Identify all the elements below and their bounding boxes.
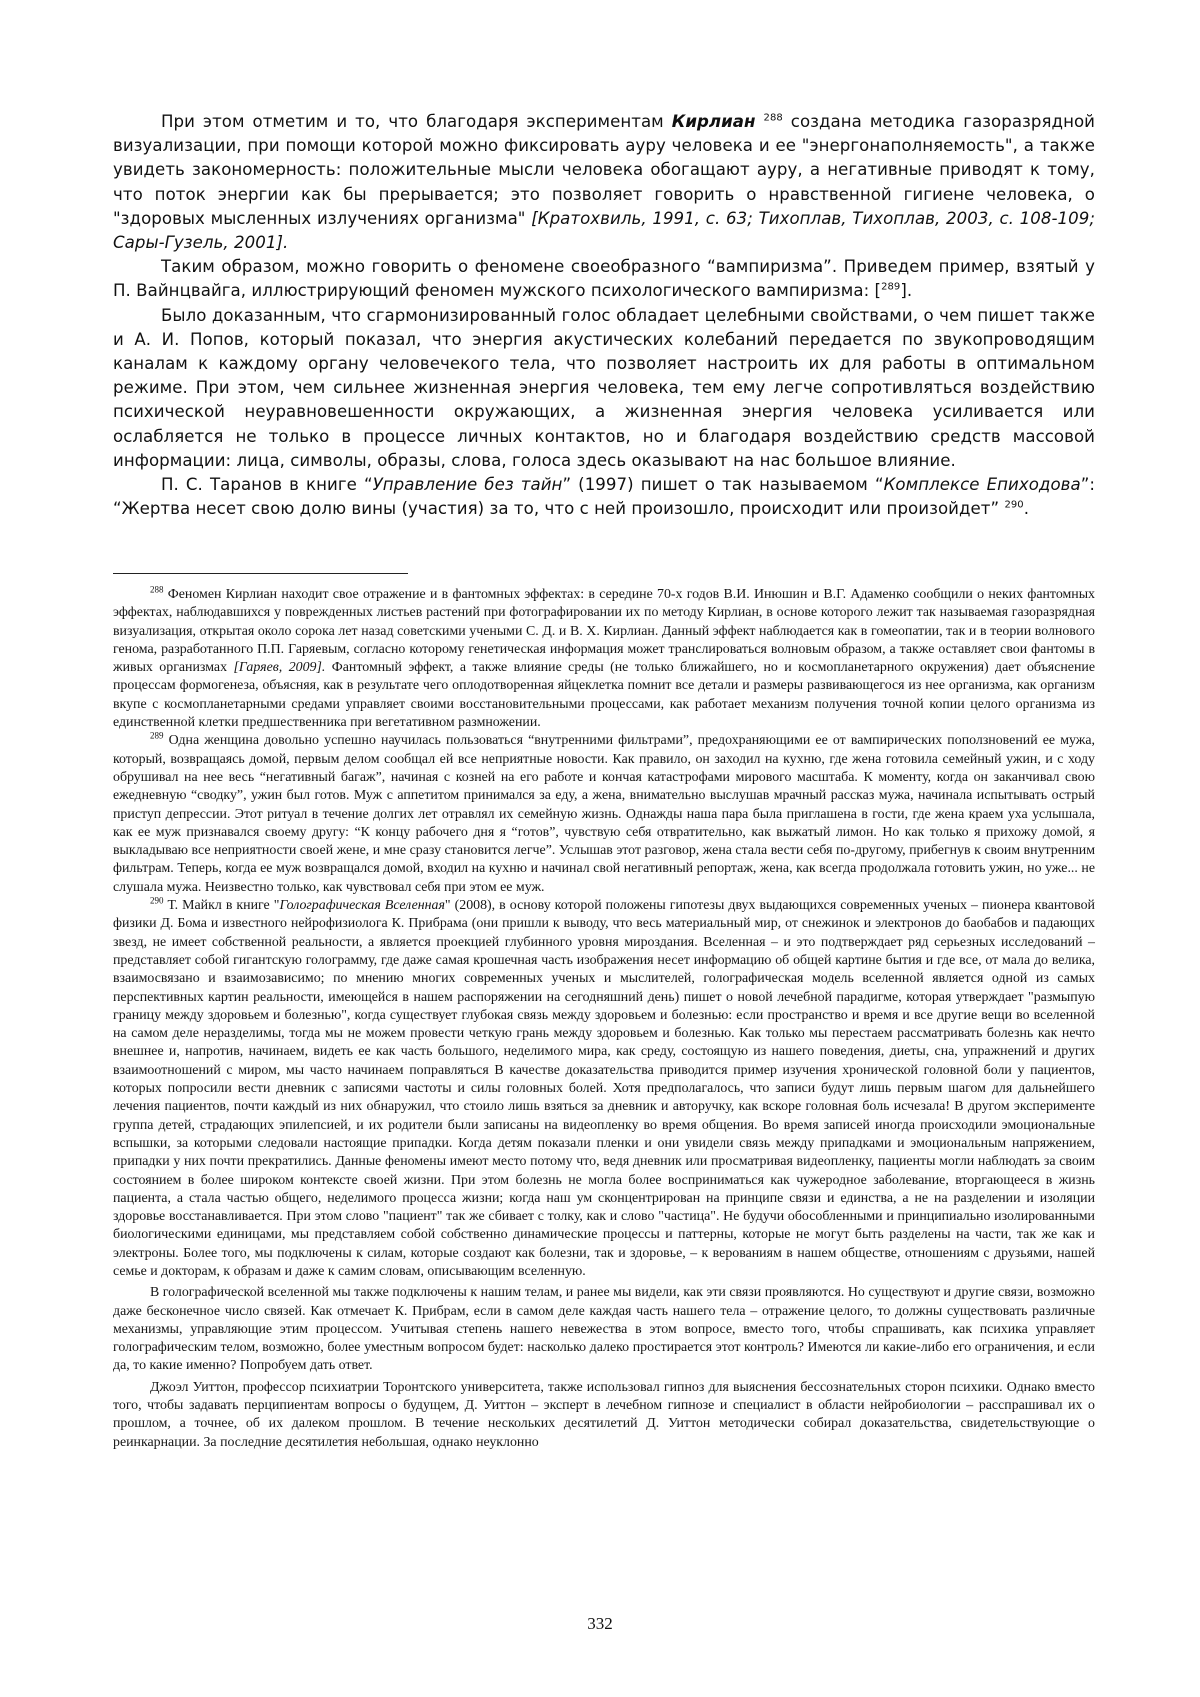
footnote-ref-290[interactable]: 290 <box>1004 499 1024 511</box>
footnote-289-text: Одна женщина довольно успешно научилась пользоваться “внутренними фильтрами”, предохраняющими ее от вампирических поползновений ее мужа, который, возвращаясь домой, первым делом сообщал ей все неприятные новости. Как правило, он заходил на кухню, где жена готовила семейный ужин, и с ходу обрушивал на нее весь “негативный багаж”, начиная с козней на его работе и кончая катастрофами мирового масштаба. К моменту, когда он заканчивал свою ежедневную “сводку”, ужин был готов. Муж с аппетитом принимался за еду, а жена, внимательно выслушав мрачный рассказ мужа, начинала испытывать острый приступ депрессии. Этот ритуал в течение долгих лет отравлял их семейную жизнь. Однажды наша пара была приглашена в гости, где жена краем уха услышала, как ее муж признавался своему другу: “К концу рабочего дня я “готов”, чувствую себя отвратительно, как выжатый лимон. Но как только я прихожу домой, я выкладываю все неприятности своей жене, и мне сразу становится легче”. Услышав этот разговор, жена стала вести себя по-другому, прибегнув к своим внутренним фильтрам. Теперь, когда ее муж возвращался домой, входил на кухню и начинал свой негативный репортаж, жена, как всегда продолжала готовить ужин, но уже... не слушала мужа. Неизвестно только, как чувствовал себя при этом ее муж. <box>113 733 1095 895</box>
paragraph-4 <box>113 473 1095 521</box>
footnote-289 <box>113 732 1095 897</box>
paragraph-2-end: ]. <box>900 281 913 301</box>
footnote-290-paragraph-2: В голографической вселенной мы также подключены к нашим телам, и ранее мы видели, как эти связи проявляются. Но существуют и другие связи, возможно даже бесконечное число связей. Как отмечает К. Прибрам, если в самом деле каждая часть нашего тела – отражение целого, то должны существовать различные механизмы, управляющие этим процессом. Учитывая степень нашего невежества в этом вопросе, вместо того, чтобы спрашивать, как психика управляет голографическим телом, возможно, более уместным вопросом будет: насколько далеко простирается этот контроль? Имеются ли какие-либо его ограничения, и если да, то какие именно? Попробуем дать ответ. <box>113 1285 1095 1374</box>
footnote-288-continuation: Фантомный эффект, а также влияние среды (не только ближайшего, но и космопланетарного окружения) дает объяснение процессам формогенеза, объясняя, как в результате чего оплодотворенная яйцеклетка помнит все детали и размеры развивающегося из нее организма, как организм вкупе с космопланетарными средами управляет своими восстановительными процессами, как работает механизм получения точной копии целого организма из единственной клетки предшественника при вегетативном размножении. <box>113 660 1095 731</box>
footnote-288-text: Феномен Кирлиан находит свое отражение и в фантомных эффектах: в середине 70-х годов В.И. Инюшин и В.Г. Адаменко сообщили о неких фантомных эффектах, наблюдавшихся у поврежденных листьев растений при фотографировании их по методу Кирлиан, в основе которого лежит так называемая газоразрядная визуализация, открытая около сорока лет назад советскими учеными С. Д. и В. Х. Кирлиан. Данный эффект наблюдается как в гомеопатии, так и в теории волнового генома, разработанного П.П. Гаряевым, согласно которому генетическая информация может транслироваться волновым образом, а также оставляет свои фантомы в живых организмах <box>113 587 1096 676</box>
paragraph-2 <box>113 255 1095 303</box>
complex-name: Комплексе Епиходова <box>883 475 1081 495</box>
page-number: 332 <box>587 1614 613 1633</box>
footnote-289-number: 289 <box>150 730 164 741</box>
paragraph-4-end: . <box>1023 499 1030 519</box>
paragraph-1 <box>113 110 1095 255</box>
footnote-288-citation: [Гаряев, 2009]. <box>233 660 326 676</box>
paragraph-1-citation: [Кратохвиль, 1991, с. 63; Тихоплав, Тихоплав, 2003, с. 108-109; Сары-Гузель, 2001]. <box>113 208 1096 253</box>
paragraph-1-continuation: создана методика газоразрядной визуализации, при помощи которой можно фиксировать ауру человека и ее "энергонаполняемость", а также увидеть закономерность: положительные мысли человека обогащают ауру, а негативные приводят к тому, что поток энергии как бы прерывается; это позволяет говорить о нравственной гигиене человека, о "здоровых мысленных излучениях организма" <box>113 112 1096 228</box>
paragraph-4-text: П. С. Таранов в книге “ <box>161 475 373 495</box>
footnote-290-text: Т. Майкл в книге " <box>167 898 280 914</box>
footnote-290-paragraph-3: Джоэл Уиттон, профессор психиатрии Торонтского университета, также использовал гипноз для выяснения бессознательных сторон психики. Однако вместо того, чтобы задавать перципиентам вопросы о будущем, Д. Уиттон – эксперт в лечебном гипнозе и специалист в области нейробиологии – расспрашивал их о прошлом, а точнее, об их далеком прошлом. В течение нескольких десятилетий Д. Уиттон методически собирал доказательства, свидетельствующие о реинкарнации. За последние десятилетия небольшая, однако неуклонно <box>113 1379 1095 1450</box>
footnote-288 <box>113 586 1095 732</box>
footnotes <box>113 586 1095 1452</box>
main-text <box>113 110 1095 521</box>
kirlian-name: Кирлиан <box>671 112 756 131</box>
paragraph-4-middle: ” (1997) пишет о так называемом “ <box>562 475 884 495</box>
paragraph-4-quote: ”: “Жертва несет свою долю вины (участия) за то, что с ней произошло, происходит или произойдет” <box>113 475 1095 519</box>
footnote-ref-288[interactable]: 288 <box>763 112 783 124</box>
footnote-290-book-title: Голографическая Вселенная <box>279 898 445 914</box>
footnote-288-number: 288 <box>150 584 164 595</box>
footnote-290-number: 290 <box>150 895 164 906</box>
footnote-290-continuation: " (2008), в основу которой положены гипотезы двух выдающихся современных ученых – пионера квантовой физики Д. Бома и известного нейрофизиолога К. Прибрама (они пришли к выводу, что весь материальный мир, от снежинок и электронов до баобабов и падающих звезд, не имеет собственной реальности, а является проекцией глубинного уровня мироздания. Вселенная – и это подтверждает ряд серьезных исследований – представляет собой гигантскую голограмму, где даже самая крошечная часть изображения несет информацию об общей картине бытия и где все, от мала до велика, взаимосвязано и взаимозависимо; по мнению многих современных ученых и мыслителей, голографическая модель вселенной является одной из самых перспективных картин реальности, имеющейся в нашем распоряжении на сегодняшний день) пишет о новой лечебной парадигме, которая утверждает "размыпую границу между здоровьем и болезнью", когда существует глубокая связь между здоровьем и болезнью: если пространство и время и все другие вещи во вселенной на самом деле неразделимы, тогда мы не можем провести четкую грань между здоровьем и болезнью. Как только мы перестаем рассматривать болезнь как нечто внешнее и, напротив, начинаем, видеть ее как часть большого, неделимого мира, как среду, состоящую из нашего поведения, диеты, сна, упражнений и других взаимоотношений с миром, мы часто начинаем поправляться В качестве доказательства приводится пример изучения хронической головной боли у пациентов, которых попросили вести дневник с записями частоты и силы головных болей. Хотя предполагалось, что записи будут лишь первым шагом для дальнейшего лечения пациентов, почти каждый из них обнаружил, что стоило лишь взяться за дневник и авторучку, как вскоре головная боль исчезала! В другом эксперименте группа детей, страдающих эпилепсией, и их родители были записаны на видеопленку во время общения. Во время записей иногда происходили эмоциональные вспышки, за которыми следовали настоящие припадки. Когда детям показали пленки и они увидели связь между припадками и эмоциональным напряжением, припадки у них почти прекратились. Данные феномены имеют место потому что, ведя дневник или просматривая видеопленку, пациенты могли наблюдать за своим состоянием в более широком контексте своей жизни. При этом болезнь не могла более восприниматься как чужеродное заболевание, вторгающееся в жизнь пациента, а стала частью общего, неделимого процесса жизни; когда наш ум сконцентрирован на принципе связи и единства, а не на разделении и изоляции здоровье восстанавливается. При этом слово "пациент" так же сбивает с толку, как и слово "частица". Не будучи обособленными и принципиально изолированными биологическими единицами, мы представляем собой собственно динамические процессы и паттерны, которые не могут быть разделены на части, так же как и электроны. Более того, мы подключены к силам, которые создают как болезни, так и здоровье, – к верованиям в нашем обществе, отношениям с друзьями, нашей семье и докторам, к образам и даже к самим словам, описывающим вселенную. <box>113 898 1095 1279</box>
paragraph-2-text: Таким образом, можно говорить о феномене своеобразного “вампиризма”. Приведем пример, взятый у П. Вайнцвайга, иллюстрирующий феномен мужского психологического вампиризма: [ <box>113 257 1095 301</box>
book-title: Управление без тайн <box>372 475 563 495</box>
footnote-separator <box>113 573 408 574</box>
paragraph-3: Было доказанным, что сгармонизированный голос обладает целебными свойствами, о чем пишет также и А. И. Попов, который показал, что энергия акустических колебаний передается по звукопроводящим каналам к каждому органу человечекого тела, что позволяет настроить их для работы в оптимальном режиме. При этом, чем сильнее жизненная энергия человека, тем ему легче сопротивляться воздействию психической неуравновешенности окружающих, а жизненная энергия человека усиливается или ослабляется не только в процессе личных контактов, но и благодаря воздействию средств массовой информации: лица, символы, образы, слова, голоса здесь оказывают на нас большое влияние. <box>113 305 1095 470</box>
paragraph-1-text: При этом отметим и то, что благодаря экспериментам <box>161 112 664 131</box>
footnote-ref-289[interactable]: 289 <box>881 281 901 293</box>
footnote-290 <box>113 897 1095 1281</box>
